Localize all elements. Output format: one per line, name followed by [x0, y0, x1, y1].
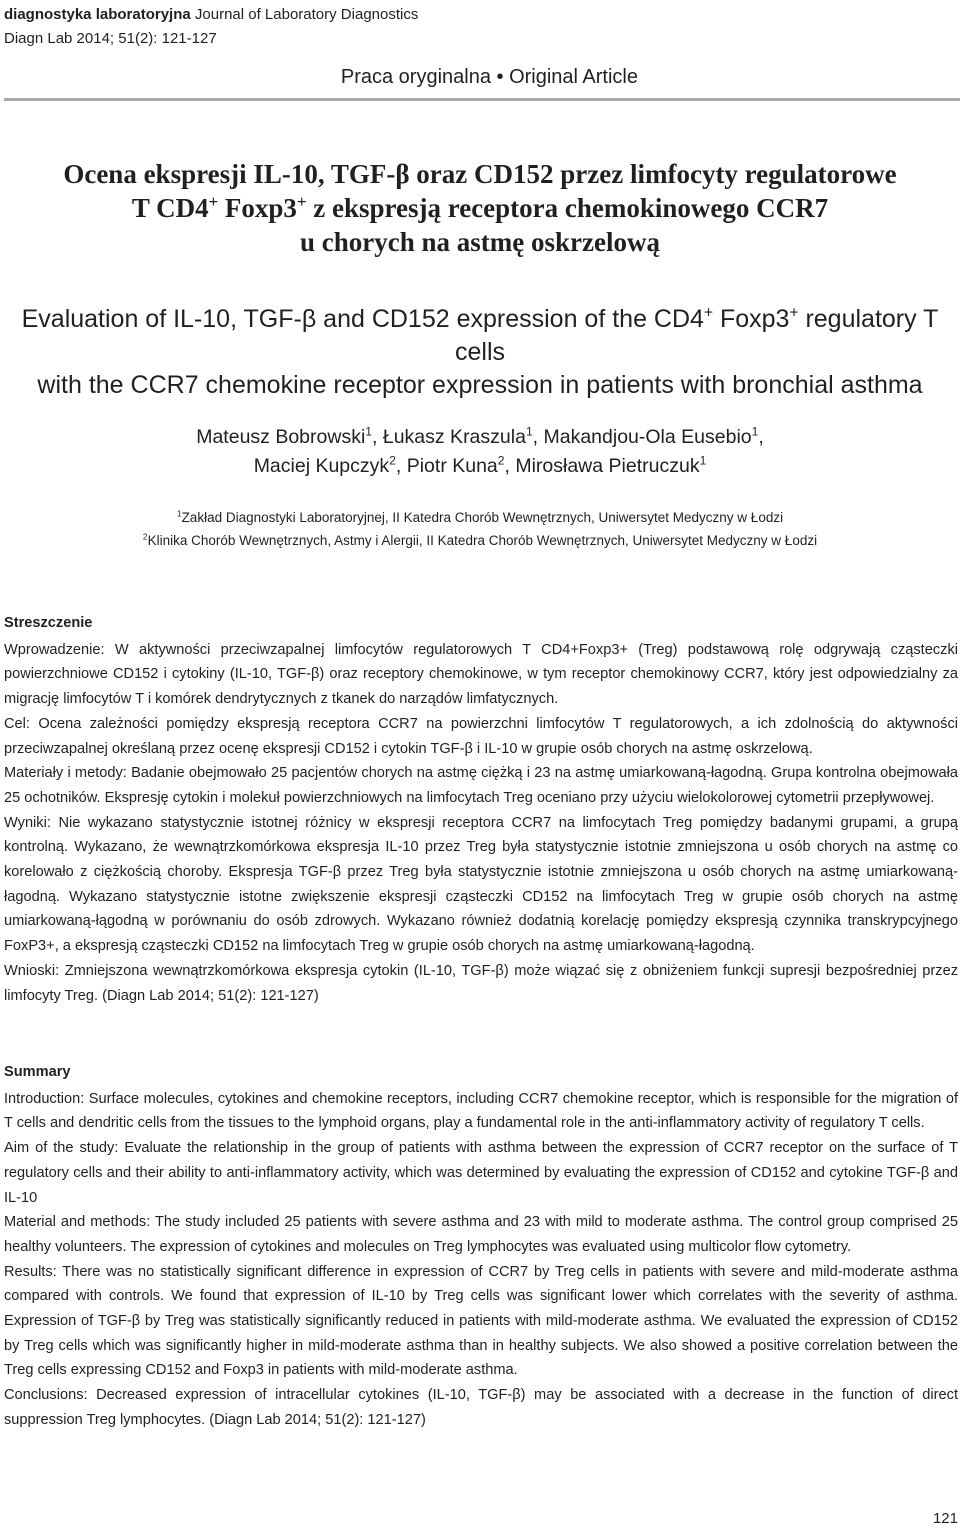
author-affiliation-mark: 1 [525, 424, 533, 439]
superscript: + [789, 304, 799, 322]
abstract-en-paragraph: Aim of the study: Evaluate the relationship in the group of patients with asthma between the expression of CCR7 receptor on the surface of T regulatory cells and their ability to anti-inflammatory activity, which was determined by evaluating the expression of CD152 and cytokine TGF-β and IL-10 [4, 1140, 958, 1206]
journal-name-en: Journal of Laboratory Diagnostics [194, 6, 419, 23]
affiliation-item [0, 529, 960, 552]
title-en-line-1 [0, 303, 960, 369]
journal-header [4, 3, 418, 51]
superscript: + [703, 304, 713, 322]
abstract-pl-paragraph: Wprowadzenie: W aktywności przeciwzapalnej limfocytów regulatorowych T CD4+Foxp3+ (Treg) podstawową rolę odgrywają cząsteczki powierzchniowe CD152 i cytokiny (IL-10, TGF-β) oraz receptory chemokinowe, w tym receptor chemokinowy CCR7, który jest odpowiedzialny za migrację limfocytów T i komórek dendrytycznych z tkanek do narządów limfatycznych. [4, 641, 958, 708]
author-affiliation-mark: 1 [365, 424, 373, 439]
title-polish [0, 157, 960, 259]
affiliation-list [0, 506, 960, 552]
affiliation-text: Klinika Chorób Wewnętrznych, Astmy i Alergii, II Katedra Chorób Wewnętrznych, Uniwersytet Medyczny w Łodzi [147, 533, 818, 548]
page-number: 121 [932, 1510, 958, 1527]
title-english [0, 303, 960, 402]
abstract-polish [4, 611, 958, 1008]
author-name: Mateusz Bobrowski [196, 426, 366, 448]
abstract-en-paragraph: Results: There was no statistically significant difference in expression of CCR7 by Treg cells in patients with severe and mild-moderate asthma compared with controls. We found that expression of IL-10 by Treg cells was significant lower which correlates with the severity of asthma. Expression of TGF-β by Treg was statistically significantly reduced in patients with mild-moderate asthma. We evaluated the expression of CD152 by Treg cells which was significantly higher in mild-moderate asthma than in healthy subjects. We also showed a positive correlation between the Treg cells expressing CD152 and Foxp3 in patients with mild-moderate asthma. [4, 1263, 958, 1379]
title-pl-line-1: Ocena ekspresji IL-10, TGF-β oraz CD152 przez limfocyty regulatorowe [63, 159, 897, 189]
journal-name-pl: diagnostyka laboratoryjna [4, 6, 191, 23]
author-affiliation-mark: 2 [497, 453, 505, 468]
author-list [0, 423, 960, 481]
abstract-pl-paragraph: Materiały i metody: Badanie obejmowało 25 pacjentów chorych na astmę ciężką i 23 na astmę umiarkowaną-łagodną. Grupa kontrolna obejmowała 25 ochotników. Ekspresję cytokin i molekuł powierzchniowych na limfocytach Treg oceniano przy użyciu wielokolorowej cytometrii przepływowej. [4, 765, 958, 806]
title-en-text: Evaluation of IL-10, TGF-β and CD152 expression of the CD4 [21, 305, 704, 333]
author-separator: , [532, 426, 544, 448]
author-affiliation-mark: 1 [751, 424, 759, 439]
abstract-en-paragraph: Material and methods: The study included 25 patients with severe asthma and 23 with mild to moderate asthma. The control group comprised 25 healthy volunteers. The expression of cytokines and molecules on Treg lymphocytes was evaluated using multicolor flow cytometry. [4, 1214, 958, 1255]
author-separator: , [504, 455, 516, 477]
abstract-pl-heading: Streszczenie [4, 615, 93, 631]
abstract-pl-paragraph: Wnioski: Zmniejszona wewnątrzkomórkowa ekspresja cytokin (IL-10, TGF-β) może wiązać się z obniżeniem funkcji supresji bezpośredniej przez limfocyty Treg. (Diagn Lab 2014; 51(2): 121-127) [4, 962, 958, 1004]
author-separator: , [758, 426, 764, 448]
affiliation-number: 1 [176, 508, 182, 519]
author-affiliation-mark: 2 [389, 453, 396, 468]
title-pl-line-2 [0, 191, 960, 225]
header-divider [4, 98, 960, 101]
author-separator: , [372, 426, 383, 448]
affiliation-text: Zakład Diagnostyki Laboratoryjnej, II Katedra Chorób Wewnętrznych, Uniwersytet Medyczny w Łodzi [181, 510, 784, 525]
superscript: + [208, 192, 219, 211]
abstract-en-paragraph: Introduction: Surface molecules, cytokines and chemokine receptors, including CCR7 chemokine receptor, which is responsible for the migration of T cells and dendritic cells from the tissues to the lymphoid organs, play a fundamental role in the anti-inflammatory activity of regulatory T cells. [4, 1090, 958, 1132]
title-pl-text: z ekspresją receptora chemokinowego CCR7 [306, 193, 829, 223]
article-type: Praca oryginalna • Original Article [340, 66, 638, 88]
abstract-english [4, 1060, 958, 1433]
title-en-text: Foxp3 [713, 305, 790, 333]
title-en-line-2: with the CCR7 chemokine receptor expression in patients with bronchial asthma [37, 371, 923, 399]
author-name: Makandjou-Ola Eusebio [543, 426, 752, 448]
journal-name-line [4, 3, 418, 27]
title-pl-text: T CD4 [131, 193, 209, 223]
author-name: Maciej Kupczyk [253, 455, 390, 477]
author-affiliation-mark: 1 [699, 453, 707, 468]
superscript: + [296, 192, 307, 211]
title-pl-line-3: u chorych na astmę oskrzelową [300, 227, 660, 257]
author-name: Piotr Kuna [406, 455, 498, 477]
title-en-text: regulatory T cells [454, 305, 939, 366]
author-line-2 [0, 452, 960, 481]
author-separator: , [395, 455, 407, 477]
author-line-1 [0, 423, 960, 452]
abstract-pl-paragraph: Cel: Ocena zależności pomiędzy ekspresją receptora CCR7 na powierzchni limfocytów T regulatorowych, a ich zdolnością do aktywności przeciwzapalnej określaną przez ocenę ekspresji CD152 i cytokin TGF-β i IL-10 w grupie osób chorych na astmę oskrzelową. [4, 715, 958, 757]
abstract-en-heading: Summary [4, 1064, 71, 1080]
abstract-en-paragraph: Conclusions: Decreased expression of intracellular cytokines (IL-10, TGF-β) may be associated with a decrease in the function of direct suppression Treg lymphocytes. (Diagn Lab 2014; 51(2): 121-127) [4, 1387, 958, 1428]
author-name: Mirosława Pietruczuk [515, 455, 700, 477]
affiliation-number: 2 [142, 531, 148, 542]
affiliation-item [0, 506, 960, 529]
title-pl-text: Foxp3 [218, 193, 297, 223]
abstract-pl-paragraph: Wyniki: Nie wykazano statystycznie istotnej różnicy w ekspresji receptora CCR7 na limfocytach Treg pomiędzy badanymi grupami, a grupą kontrolną. Wykazano, że wewnątrzkomórkowa ekspresja IL-10 przez Treg była statystycznie istotnie zmniejszona u osób chorych na astmę co korelowało z ciężkością choroby. Ekspresja TGF-β przez Treg była statystycznie istotnie zmniejszona u osób chorych na astmę umiarkowaną-łagodną. Wykazano statystycznie istotne zwiększenie ekspresji cząsteczki CD152 na limfocytach Treg w grupie osób chorych na astmę umiarkowaną-łągodną w porównaniu do osób zdrowych. Wykazano również dodatnią korelację pomiędzy ekspresją czynnika transkrypcyjnego FoxP3+, a ekspresją cząsteczki CD152 na limfocytach Treg w grupie osób chorych na astmę umiarkowaną-łagodną. [4, 814, 958, 955]
author-name: Łukasz Kraszula [382, 426, 526, 448]
journal-citation: Diagn Lab 2014; 51(2): 121-127 [4, 30, 217, 47]
